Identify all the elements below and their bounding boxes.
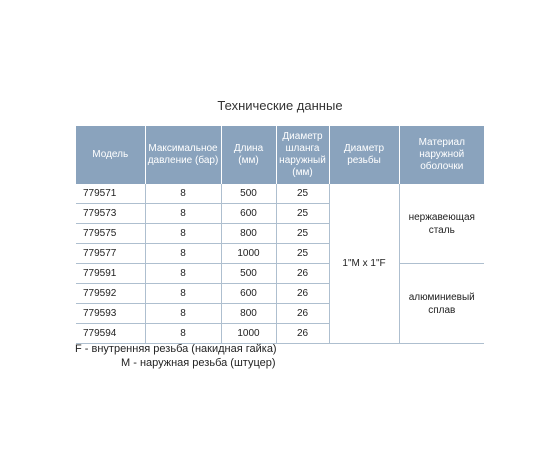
header-thread-diameter: Диаметр резьбы [329,126,399,184]
cell-thread-diameter: 1"M x 1"F [329,184,399,344]
cell-pressure: 8 [145,264,221,284]
header-material: Материал наружной оболочки [399,126,484,184]
cell-material-steel: нержавеющая сталь [399,184,484,264]
cell-hose-diameter: 25 [276,204,329,224]
cell-hose-diameter: 26 [276,304,329,324]
cell-length: 1000 [221,244,276,264]
cell-length: 600 [221,284,276,304]
cell-model: 779594 [76,324,145,344]
table-row [76,264,484,284]
cell-length: 500 [221,264,276,284]
cell-model: 779571 [76,184,145,204]
cell-model: 779593 [76,304,145,324]
cell-length: 800 [221,304,276,324]
spec-table [76,126,484,344]
cell-hose-diameter: 25 [276,184,329,204]
cell-length: 1000 [221,324,276,344]
cell-hose-diameter: 25 [276,224,329,244]
cell-pressure: 8 [145,244,221,264]
note-female-thread: F - внутренняя резьба (накидная гайка) [75,343,277,355]
table-header-row [76,126,484,184]
cell-pressure: 8 [145,184,221,204]
cell-length: 500 [221,184,276,204]
cell-model: 779573 [76,204,145,224]
note-male-thread: M - наружная резьба (штуцер) [121,357,276,369]
cell-hose-diameter: 25 [276,244,329,264]
page-title: Технические данные [217,98,343,113]
header-length: Длина (мм) [221,126,276,184]
cell-material-aluminum: алюминиевый сплав [399,264,484,344]
cell-model: 779592 [76,284,145,304]
cell-model: 779575 [76,224,145,244]
cell-pressure: 8 [145,224,221,244]
header-max-pressure: Максимальное давление (бар) [145,126,221,184]
header-model: Модель [76,126,145,184]
cell-length: 800 [221,224,276,244]
cell-hose-diameter: 26 [276,324,329,344]
header-hose-diameter: Диаметр шланга наружный (мм) [276,126,329,184]
table-row [76,184,484,204]
cell-model: 779577 [76,244,145,264]
cell-hose-diameter: 26 [276,264,329,284]
cell-pressure: 8 [145,324,221,344]
cell-pressure: 8 [145,284,221,304]
cell-pressure: 8 [145,204,221,224]
cell-model: 779591 [76,264,145,284]
cell-length: 600 [221,204,276,224]
cell-pressure: 8 [145,304,221,324]
cell-hose-diameter: 26 [276,284,329,304]
